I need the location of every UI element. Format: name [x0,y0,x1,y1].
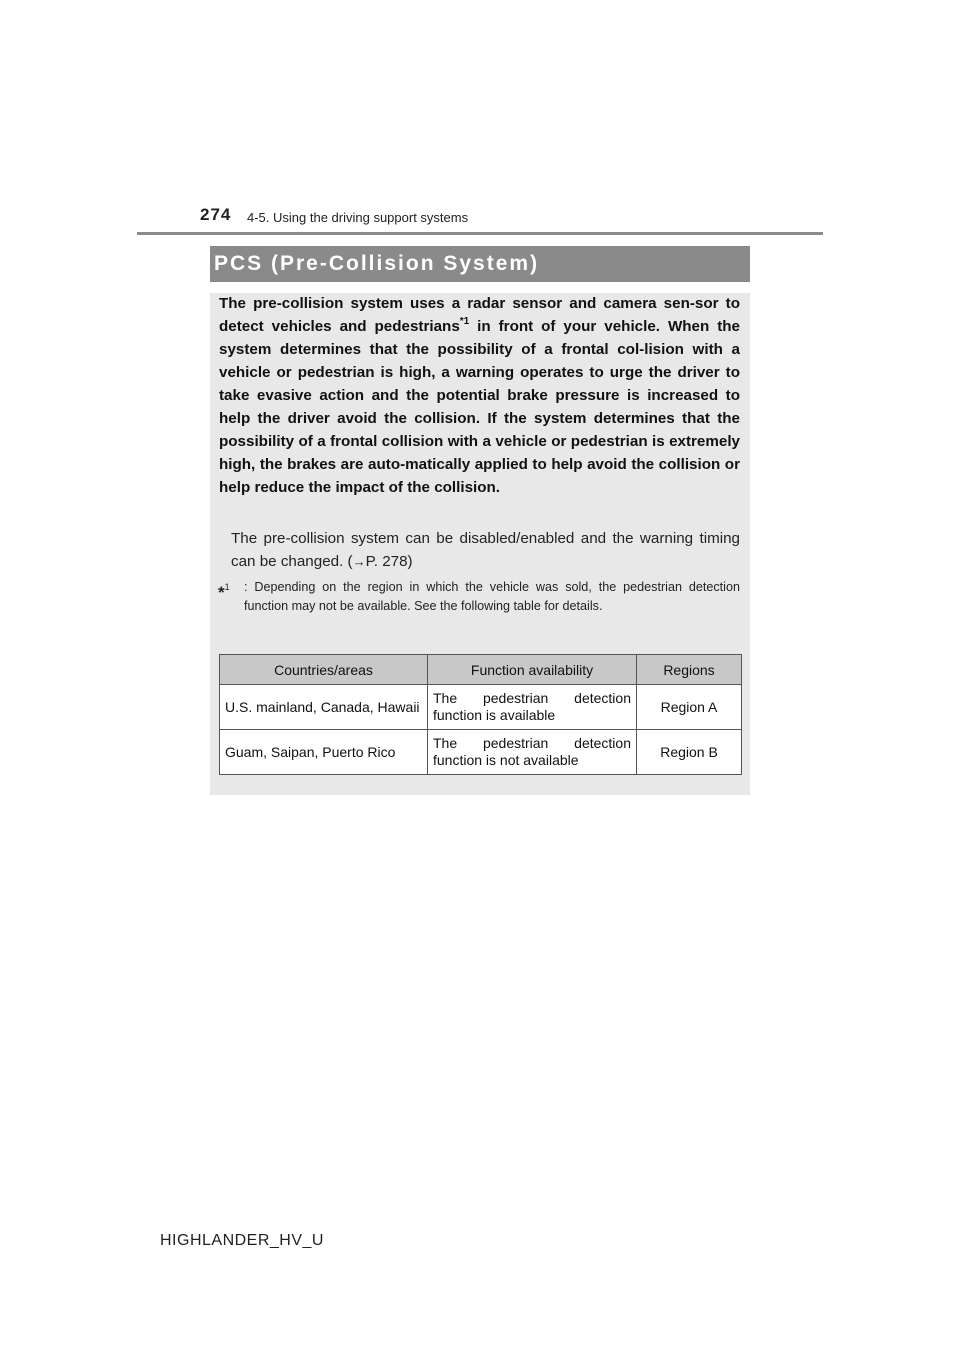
table-header-row [220,655,742,685]
intro-text-part1: The pre-collision system uses a radar sensor and camera sen-sor to detect vehicles and pedestrians [219,295,740,335]
table-cell: The pedestrian detection function is available [428,685,637,730]
intro-paragraph [219,292,740,499]
page-reference-link[interactable]: P. 278 [365,553,408,570]
table-cell: Guam, Saipan, Puerto Rico [220,730,428,775]
section-breadcrumb: 4-5. Using the driving support systems [247,210,469,225]
footnote-number: 1 [224,582,230,592]
page-number: 274 [200,205,232,224]
table-cell: U.S. mainland, Canada, Hawaii [220,685,428,730]
footnote [218,578,740,616]
settings-note [231,527,740,573]
header-rule [137,232,823,235]
table-cell: Region A [637,685,742,730]
intro-text-part2: in front of your vehicle. When the system determines that the possibility of a frontal col-lision with a vehicle or pedestrian is high, a warning operates to urge the driver to take evasive action and the potential brake pressure is increased to help the driver avoid the collision. If the system determines that the possibility of a frontal collision with a vehicle or pedestrian is extremely high, the brakes are auto-matically applied to help avoid the collision or help reduce the impact of the collision. [219,318,741,496]
column-header-regions: Regions [637,655,742,685]
column-header-function: Function availability [428,655,637,685]
note-text: The pre-collision system can be disabled/enabled and the warning timing can be changed. ( [231,530,740,570]
table-row [220,730,742,775]
region-table [219,654,742,775]
table-cell: The pedestrian detection function is not available [428,730,637,775]
footnote-star: * [218,583,225,602]
note-close: ) [407,553,413,570]
page-title: PCS (Pre-Collision System) [214,252,540,275]
title-bar [210,246,750,282]
column-header-countries: Countries/areas [220,655,428,685]
arrow-icon: → [352,554,366,569]
footnote-mark [218,578,240,602]
footnote-reference: *1 [459,316,470,327]
table-row [220,685,742,730]
footer-model-code: HIGHLANDER_HV_U [160,1232,324,1249]
table-cell: Region B [637,730,742,775]
footnote-text: : Depending on the region in which the vehicle was sold, the pedestrian detection function may not be available. See the following table for details. [244,580,740,613]
